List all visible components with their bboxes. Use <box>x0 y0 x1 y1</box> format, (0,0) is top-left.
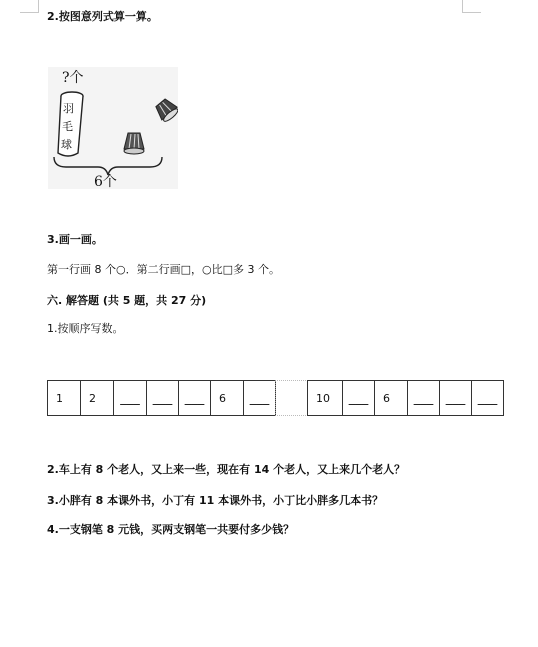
seq-cell: 6 <box>210 380 244 416</box>
page-corner-mark-right <box>462 0 481 13</box>
seq-blank-cell[interactable]: ___ <box>178 380 211 416</box>
word-problem-2: 2.车上有 8 个老人，又上来一些，现在有 14 个老人，又上来几个老人？ <box>47 463 406 476</box>
seq-blank-cell[interactable]: ___ <box>439 380 472 416</box>
word-problem-4: 4.一支钢笔 8 元钱，买两支钢笔一共要付多少钱？ <box>47 523 295 536</box>
seq-gap <box>275 380 308 416</box>
tube-char-2: 毛 <box>62 120 73 133</box>
section-6-heading: 六. 解答题 (共 5 题，共 27 分) <box>47 294 207 307</box>
total-count-label: 6个 <box>94 174 117 190</box>
word-problem-3: 3.小胖有 8 本课外书，小丁有 11 本课外书，小丁比小胖多几本书？ <box>47 494 384 507</box>
badminton-figure <box>48 67 178 189</box>
question-3-instruction: 第一行画 8 个○．第二行画□，○比□多 3 个。 <box>47 263 280 276</box>
tube-char-3: 球 <box>61 138 72 151</box>
seq-blank-cell[interactable]: ___ <box>342 380 375 416</box>
seq-blank-cell[interactable]: ___ <box>113 380 147 416</box>
seq-blank-cell[interactable]: ___ <box>146 380 179 416</box>
seq-blank-cell[interactable]: ___ <box>407 380 440 416</box>
question-2-title: 2.按图意列式算一算。 <box>47 10 158 23</box>
page-corner-mark-left <box>20 0 39 13</box>
seq-cell: 10 <box>307 380 343 416</box>
seq-cell: 1 <box>47 380 81 416</box>
seq-blank-cell[interactable]: ___ <box>243 380 276 416</box>
number-sequence <box>47 380 504 416</box>
seq-blank-cell[interactable]: ___ <box>471 380 504 416</box>
tube-question-label: ?个 <box>62 70 84 86</box>
tube-char-1: 羽 <box>63 102 74 115</box>
question-3-title: 3.画一画。 <box>47 233 103 246</box>
seq-cell: 2 <box>80 380 114 416</box>
seq-cell: 6 <box>374 380 408 416</box>
question-1-title: 1.按顺序写数。 <box>47 322 124 335</box>
